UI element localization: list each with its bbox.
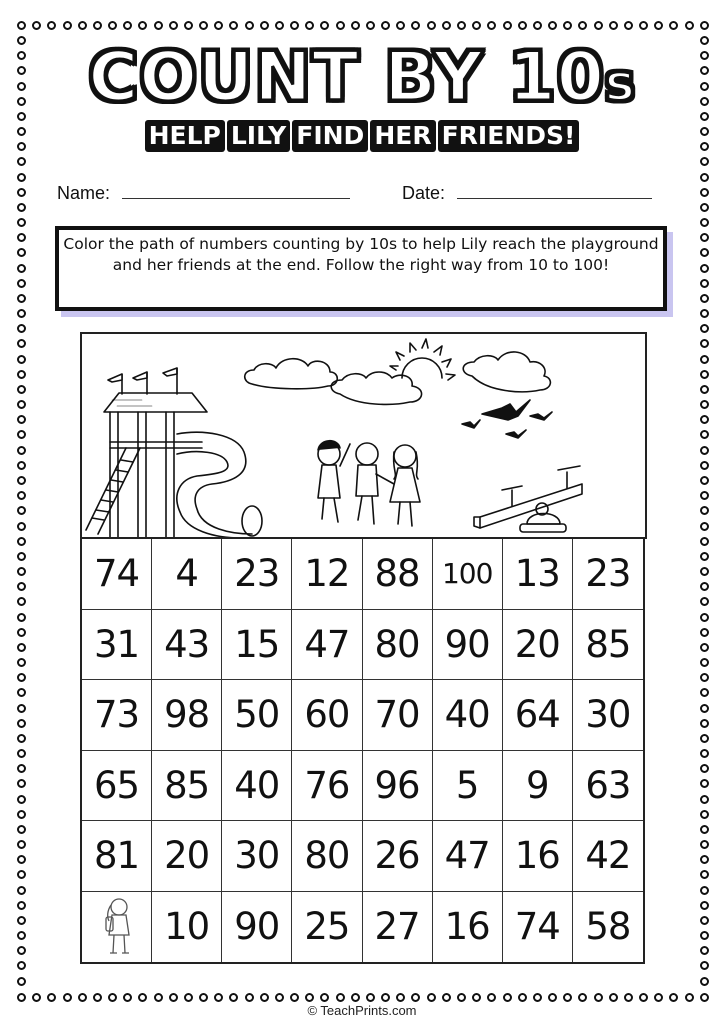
border-dot [17,248,26,257]
border-dot [17,522,26,531]
maze-cell[interactable]: 47 [433,821,503,892]
border-dot [700,658,709,667]
border-dot [700,552,709,561]
maze-cell[interactable]: 31 [82,610,152,681]
border-dot [700,855,709,864]
maze-cell[interactable]: 81 [82,821,152,892]
border-dot [700,961,709,970]
maze-cell[interactable]: 85 [152,751,222,822]
border-dot [700,522,709,531]
border-dot [700,21,709,30]
border-dot [63,21,72,30]
border-dot [457,993,466,1002]
border-dot [17,993,26,1002]
border-dot [700,173,709,182]
border-dot [700,719,709,728]
maze-cell[interactable]: 13 [503,539,573,610]
border-dot [108,21,117,30]
border-dot [700,491,709,500]
border-dot [457,21,466,30]
border-dot [245,21,254,30]
border-dot [17,643,26,652]
border-dot [17,264,26,273]
maze-cell[interactable]: 88 [363,539,433,610]
border-dot [700,597,709,606]
border-dot [442,21,451,30]
border-dot [700,506,709,515]
border-dot [32,993,41,1002]
border-dot [17,886,26,895]
border-dot [700,779,709,788]
border-dot [533,21,542,30]
maze-cell[interactable]: 26 [363,821,433,892]
maze-cell[interactable]: 23 [573,539,643,610]
border-dot [245,993,254,1002]
border-dot [17,779,26,788]
date-field [402,183,652,204]
maze-cell[interactable]: 10 [152,892,222,963]
maze-cell[interactable]: 73 [82,680,152,751]
maze-cell[interactable]: 20 [503,610,573,681]
border-dot [624,993,633,1002]
maze-cell[interactable]: 64 [503,680,573,751]
border-dot [123,21,132,30]
border-dot [700,628,709,637]
border-dot [503,993,512,1002]
maze-cell[interactable]: 65 [82,751,152,822]
border-dot [700,233,709,242]
border-dot [669,21,678,30]
maze-cell[interactable]: 5 [433,751,503,822]
border-dot [700,567,709,576]
border-dot [700,279,709,288]
border-dot [654,993,663,1002]
border-dot [700,415,709,424]
worksheet-title [0,40,724,121]
border-dot [320,993,329,1002]
cloud-icon [245,352,551,404]
border-dot [17,567,26,576]
border-dot [305,21,314,30]
border-dot [260,993,269,1002]
border-dot [700,537,709,546]
border-dot [366,21,375,30]
maze-cell[interactable]: 30 [573,680,643,751]
border-dot [17,279,26,288]
maze-cell[interactable]: 76 [292,751,362,822]
subtitle-word: FIND [292,120,368,152]
maze-cell[interactable]: 96 [363,751,433,822]
border-dot [700,339,709,348]
border-dot [17,309,26,318]
border-dot [154,21,163,30]
maze-cell[interactable]: 23 [222,539,292,610]
worksheet-subtitle [0,120,724,152]
border-dot [17,203,26,212]
border-dot [472,993,481,1002]
border-dot [17,476,26,485]
border-dot [487,993,496,1002]
border-dot [700,324,709,333]
border-dot [609,993,618,1002]
border-dot [396,21,405,30]
border-dot [639,21,648,30]
border-dot [700,476,709,485]
border-dot [17,537,26,546]
maze-cell[interactable]: 80 [363,610,433,681]
border-dot [17,719,26,728]
border-dot [17,764,26,773]
name-field [57,183,350,204]
maze-cell[interactable]: 70 [363,680,433,751]
subtitle-word: FRIENDS! [438,120,580,152]
border-dot [624,21,633,30]
border-dot [700,886,709,895]
border-dot [533,993,542,1002]
border-dot [594,21,603,30]
border-dot [184,993,193,1002]
border-dot [700,825,709,834]
border-dot [275,21,284,30]
border-dot [17,673,26,682]
border-dot [169,993,178,1002]
border-dot [411,993,420,1002]
border-dot [700,400,709,409]
border-dot [700,931,709,940]
border-dot [700,643,709,652]
border-dot [700,582,709,591]
border-dot [17,339,26,348]
border-dot [17,355,26,364]
border-dot [578,21,587,30]
border-dot [700,309,709,318]
border-dot [700,870,709,879]
border-dot [17,704,26,713]
maze-cell[interactable]: 74 [503,892,573,963]
border-dot [260,21,269,30]
border-dot [639,993,648,1002]
border-dot [169,21,178,30]
border-dot [17,795,26,804]
border-dot [290,993,299,1002]
border-dot [78,21,87,30]
border-dot [17,961,26,970]
border-dot [548,993,557,1002]
border-dot [275,993,284,1002]
maze-cell[interactable]: 74 [82,539,152,610]
border-dot [472,21,481,30]
lily-girl-icon [97,895,137,959]
border-dot [138,21,147,30]
border-dot [17,370,26,379]
border-dot [700,430,709,439]
border-dot [700,188,709,197]
border-dot [320,21,329,30]
border-dot [17,901,26,910]
border-dot [138,993,147,1002]
border-dot [427,993,436,1002]
border-dot [17,446,26,455]
border-dot [336,21,345,30]
border-dot [700,734,709,743]
border-dot [229,993,238,1002]
children-icon [318,441,420,526]
border-dot [305,993,314,1002]
border-dot [17,294,26,303]
border-dot [654,21,663,30]
border-dot [290,21,299,30]
border-dot [17,233,26,242]
date-input-line[interactable] [457,184,652,199]
maze-cell[interactable]: 50 [222,680,292,751]
name-input-line[interactable] [122,184,350,199]
border-dot [700,248,709,257]
border-dot [17,491,26,500]
maze-cell[interactable]: 85 [573,610,643,681]
border-dot [17,597,26,606]
border-dot [17,21,26,30]
border-dot [17,977,26,986]
maze-cell[interactable]: 90 [222,892,292,963]
subtitle-word: LILY [227,120,290,152]
copyright-footer: © TeachPrints.com [307,1003,417,1018]
border-dot [700,157,709,166]
border-dot [17,324,26,333]
title-suffix-text: s [604,54,636,112]
maze-cell[interactable]: 4 [152,539,222,610]
border-dot [503,21,512,30]
border-dot [700,840,709,849]
border-dot [17,658,26,667]
border-dot [17,157,26,166]
maze-cell[interactable]: 40 [222,751,292,822]
border-dot [487,21,496,30]
birds-icon [462,400,552,438]
maze-cell[interactable]: 40 [433,680,503,751]
border-dot [518,993,527,1002]
border-dot [396,993,405,1002]
border-dot [700,977,709,986]
instructions-box [55,226,667,311]
border-dot [32,21,41,30]
border-dot [336,993,345,1002]
border-dot [609,21,618,30]
border-dot [17,461,26,470]
border-dot [17,734,26,743]
border-dot [17,552,26,561]
border-dot [700,901,709,910]
maze-start-cell[interactable] [82,892,152,963]
border-dot [700,749,709,758]
playground-illustration [80,332,647,539]
border-dot [199,21,208,30]
border-dot [700,264,709,273]
border-dot [700,946,709,955]
maze-cell[interactable]: 9 [503,751,573,822]
border-dot [700,613,709,622]
border-dot [700,461,709,470]
border-dot [47,21,56,30]
border-dot [351,993,360,1002]
maze-cell[interactable]: 16 [433,892,503,963]
border-dot [700,218,709,227]
maze-cell[interactable]: 15 [222,610,292,681]
border-dot [442,993,451,1002]
border-dot [214,21,223,30]
border-dot [578,993,587,1002]
border-dot [518,21,527,30]
dotted-border-bottom [17,993,709,1001]
number-maze-grid [80,537,645,964]
maze-cell[interactable]: 58 [585,905,631,949]
border-dot [381,993,390,1002]
border-dot [685,21,694,30]
date-label: Date: [402,183,446,203]
maze-cell[interactable]: 16 [503,821,573,892]
border-dot [700,704,709,713]
border-dot [700,370,709,379]
title-main-text: COUNT BY 10 [88,38,605,117]
border-dot [123,993,132,1002]
subtitle-word: HELP [145,120,225,152]
name-label: Name: [57,183,111,203]
maze-cell[interactable]: 30 [222,821,292,892]
maze-cell[interactable]: 90 [433,610,503,681]
border-dot [184,21,193,30]
border-dot [17,870,26,879]
border-dot [199,993,208,1002]
border-dot [17,613,26,622]
border-dot [17,415,26,424]
border-dot [93,21,102,30]
border-dot [17,931,26,940]
border-dot [700,385,709,394]
maze-cell[interactable]: 60 [292,680,362,751]
border-dot [366,993,375,1002]
border-dot [351,21,360,30]
border-dot [17,855,26,864]
border-dot [700,916,709,925]
border-dot [685,993,694,1002]
border-dot [700,355,709,364]
border-dot [700,446,709,455]
border-dot [17,688,26,697]
seesaw-icon [474,466,582,532]
maze-cell[interactable]: 100 [433,539,503,610]
border-dot [669,993,678,1002]
border-dot [17,430,26,439]
border-dot [17,506,26,515]
border-dot [17,582,26,591]
border-dot [700,673,709,682]
maze-cell[interactable]: 12 [292,539,362,610]
border-dot [63,993,72,1002]
maze-cell[interactable]: 43 [152,610,222,681]
maze-cell[interactable]: 42 [573,821,643,892]
border-dot [381,21,390,30]
maze-cell[interactable]: 47 [292,610,362,681]
border-dot [17,400,26,409]
maze-cell[interactable]: 63 [573,751,643,822]
border-dot [17,916,26,925]
border-dot [17,946,26,955]
border-dot [411,21,420,30]
maze-cell[interactable]: 98 [152,680,222,751]
subtitle-word: HER [370,120,435,152]
border-dot [17,840,26,849]
dotted-border-left [17,36,25,986]
border-dot [563,993,572,1002]
border-dot [17,218,26,227]
border-dot [700,203,709,212]
border-dot [700,688,709,697]
maze-cell[interactable]: 27 [363,892,433,963]
border-dot [229,21,238,30]
border-dot [17,628,26,637]
border-dot [700,993,709,1002]
border-dot [214,993,223,1002]
border-dot [93,993,102,1002]
border-dot [548,21,557,30]
border-dot [700,764,709,773]
slide-tower-icon [86,368,262,538]
border-dot [17,810,26,819]
border-dot [17,749,26,758]
border-dot [17,385,26,394]
border-dot [154,993,163,1002]
maze-cell[interactable]: 25 [292,892,362,963]
maze-cell[interactable]: 80 [292,821,362,892]
border-dot [700,795,709,804]
border-dot [594,993,603,1002]
maze-cell[interactable]: 20 [152,821,222,892]
border-dot [47,993,56,1002]
border-dot [427,21,436,30]
dotted-border-top [17,21,709,29]
border-dot [700,810,709,819]
dotted-border-right [700,36,708,986]
instructions-text: Color the path of numbers counting by 10s to help Lily reach the playground and her friends at the end. Follow the right way from 10 to 100! [63,235,659,274]
border-dot [17,173,26,182]
sun-icon [390,339,455,380]
border-dot [78,993,87,1002]
border-dot [563,21,572,30]
border-dot [17,188,26,197]
border-dot [108,993,117,1002]
border-dot [17,825,26,834]
border-dot [700,294,709,303]
